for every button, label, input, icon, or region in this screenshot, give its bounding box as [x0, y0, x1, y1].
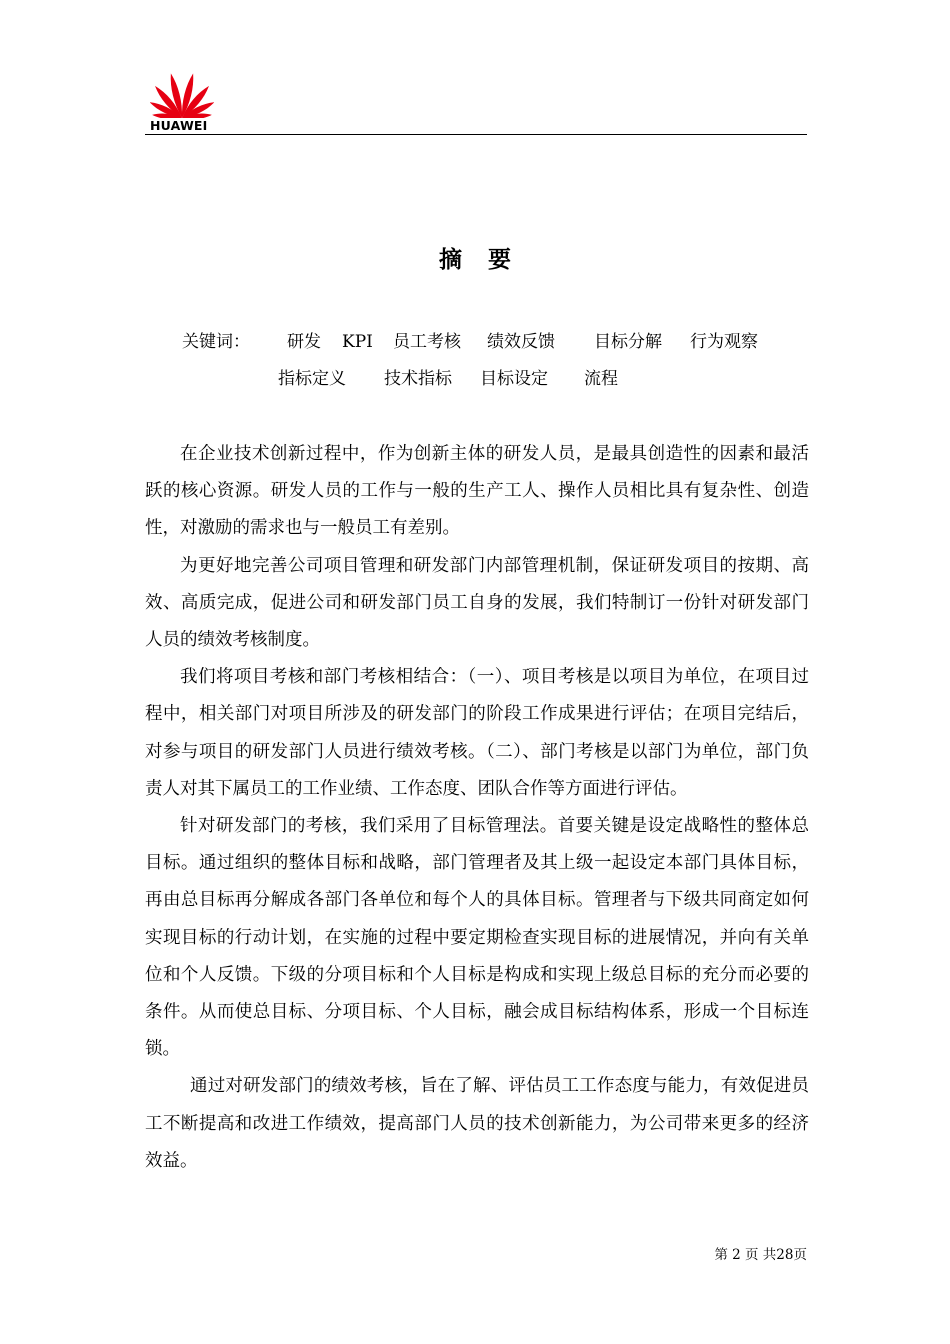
keyword: 员工考核 — [393, 332, 461, 352]
keyword: 指标定义 — [278, 369, 346, 389]
keyword: KPI — [342, 332, 373, 352]
keyword: 行为观察 — [690, 332, 758, 352]
logo-wordmark: HUAWEI — [150, 118, 208, 133]
page-number: 第 2 页 共28页 — [714, 1247, 807, 1263]
huawei-flower-icon — [150, 68, 214, 118]
keyword: 技术指标 — [384, 369, 452, 389]
abstract-body — [145, 436, 809, 1180]
keyword: 绩效反馈 — [487, 332, 555, 352]
keyword: 目标分解 — [594, 332, 662, 352]
paragraph: 为更好地完善公司项目管理和研发部门内部管理机制，保证研发项目的按期、高效、高质完成，促进公司和研发部门员工自身的发展，我们特制订一份针对研发部门人员的绩效考核制度。 — [145, 555, 809, 651]
keyword: 目标设定 — [480, 369, 548, 389]
keywords-label: 关键词： — [182, 332, 250, 352]
paragraph: 通过对研发部门的绩效考核，旨在了解、评估员工工作态度与能力，有效促进员工不断提高和改进工作绩效，提高部门人员的技术创新能力，为公司带来更多的经济效益。 — [145, 1076, 809, 1171]
page-title: 摘要 — [439, 246, 537, 273]
header-divider — [145, 134, 807, 135]
keyword: 流程 — [584, 369, 618, 389]
keyword: 研发 — [287, 332, 321, 352]
paragraph: 在企业技术创新过程中，作为创新主体的研发人员，是最具创造性的因素和最活跃的核心资源。研发人员的工作与一般的生产工人、操作人员相比具有复杂性、创造性，对激励的需求也与一般员工有差别。 — [145, 444, 809, 539]
paragraph: 针对研发部门的考核，我们采用了目标管理法。首要关键是设定战略性的整体总目标。通过组织的整体目标和战略，部门管理者及其上级一起设定本部门具体目标，再由总目标再分解成各部门各单位和每个人的具体目标。管理者与下级共同商定如何实现目标的行动计划，在实施的过程中要定期检查实现目标的进展情况，并向有关单位和个人反馈。下级的分项目标和个人目标是构成和实现上级总目标的充分而必要的条件。从而使总目标、分项目标、个人目标，融会成目标结构体系，形成一个目标连锁。 — [145, 816, 809, 1060]
huawei-logo — [146, 68, 222, 132]
paragraph: 我们将项目考核和部门考核相结合：（一）、项目考核是以项目为单位，在项目过程中，相关部门对项目所涉及的研发部门的阶段工作成果进行评估；在项目完结后，对参与项目的研发部门人员进行绩效考核。（二）、部门考核是以部门为单位，部门负责人对其下属员工的工作业绩、工作态度、团队合作等方面进行评估。 — [145, 667, 809, 799]
